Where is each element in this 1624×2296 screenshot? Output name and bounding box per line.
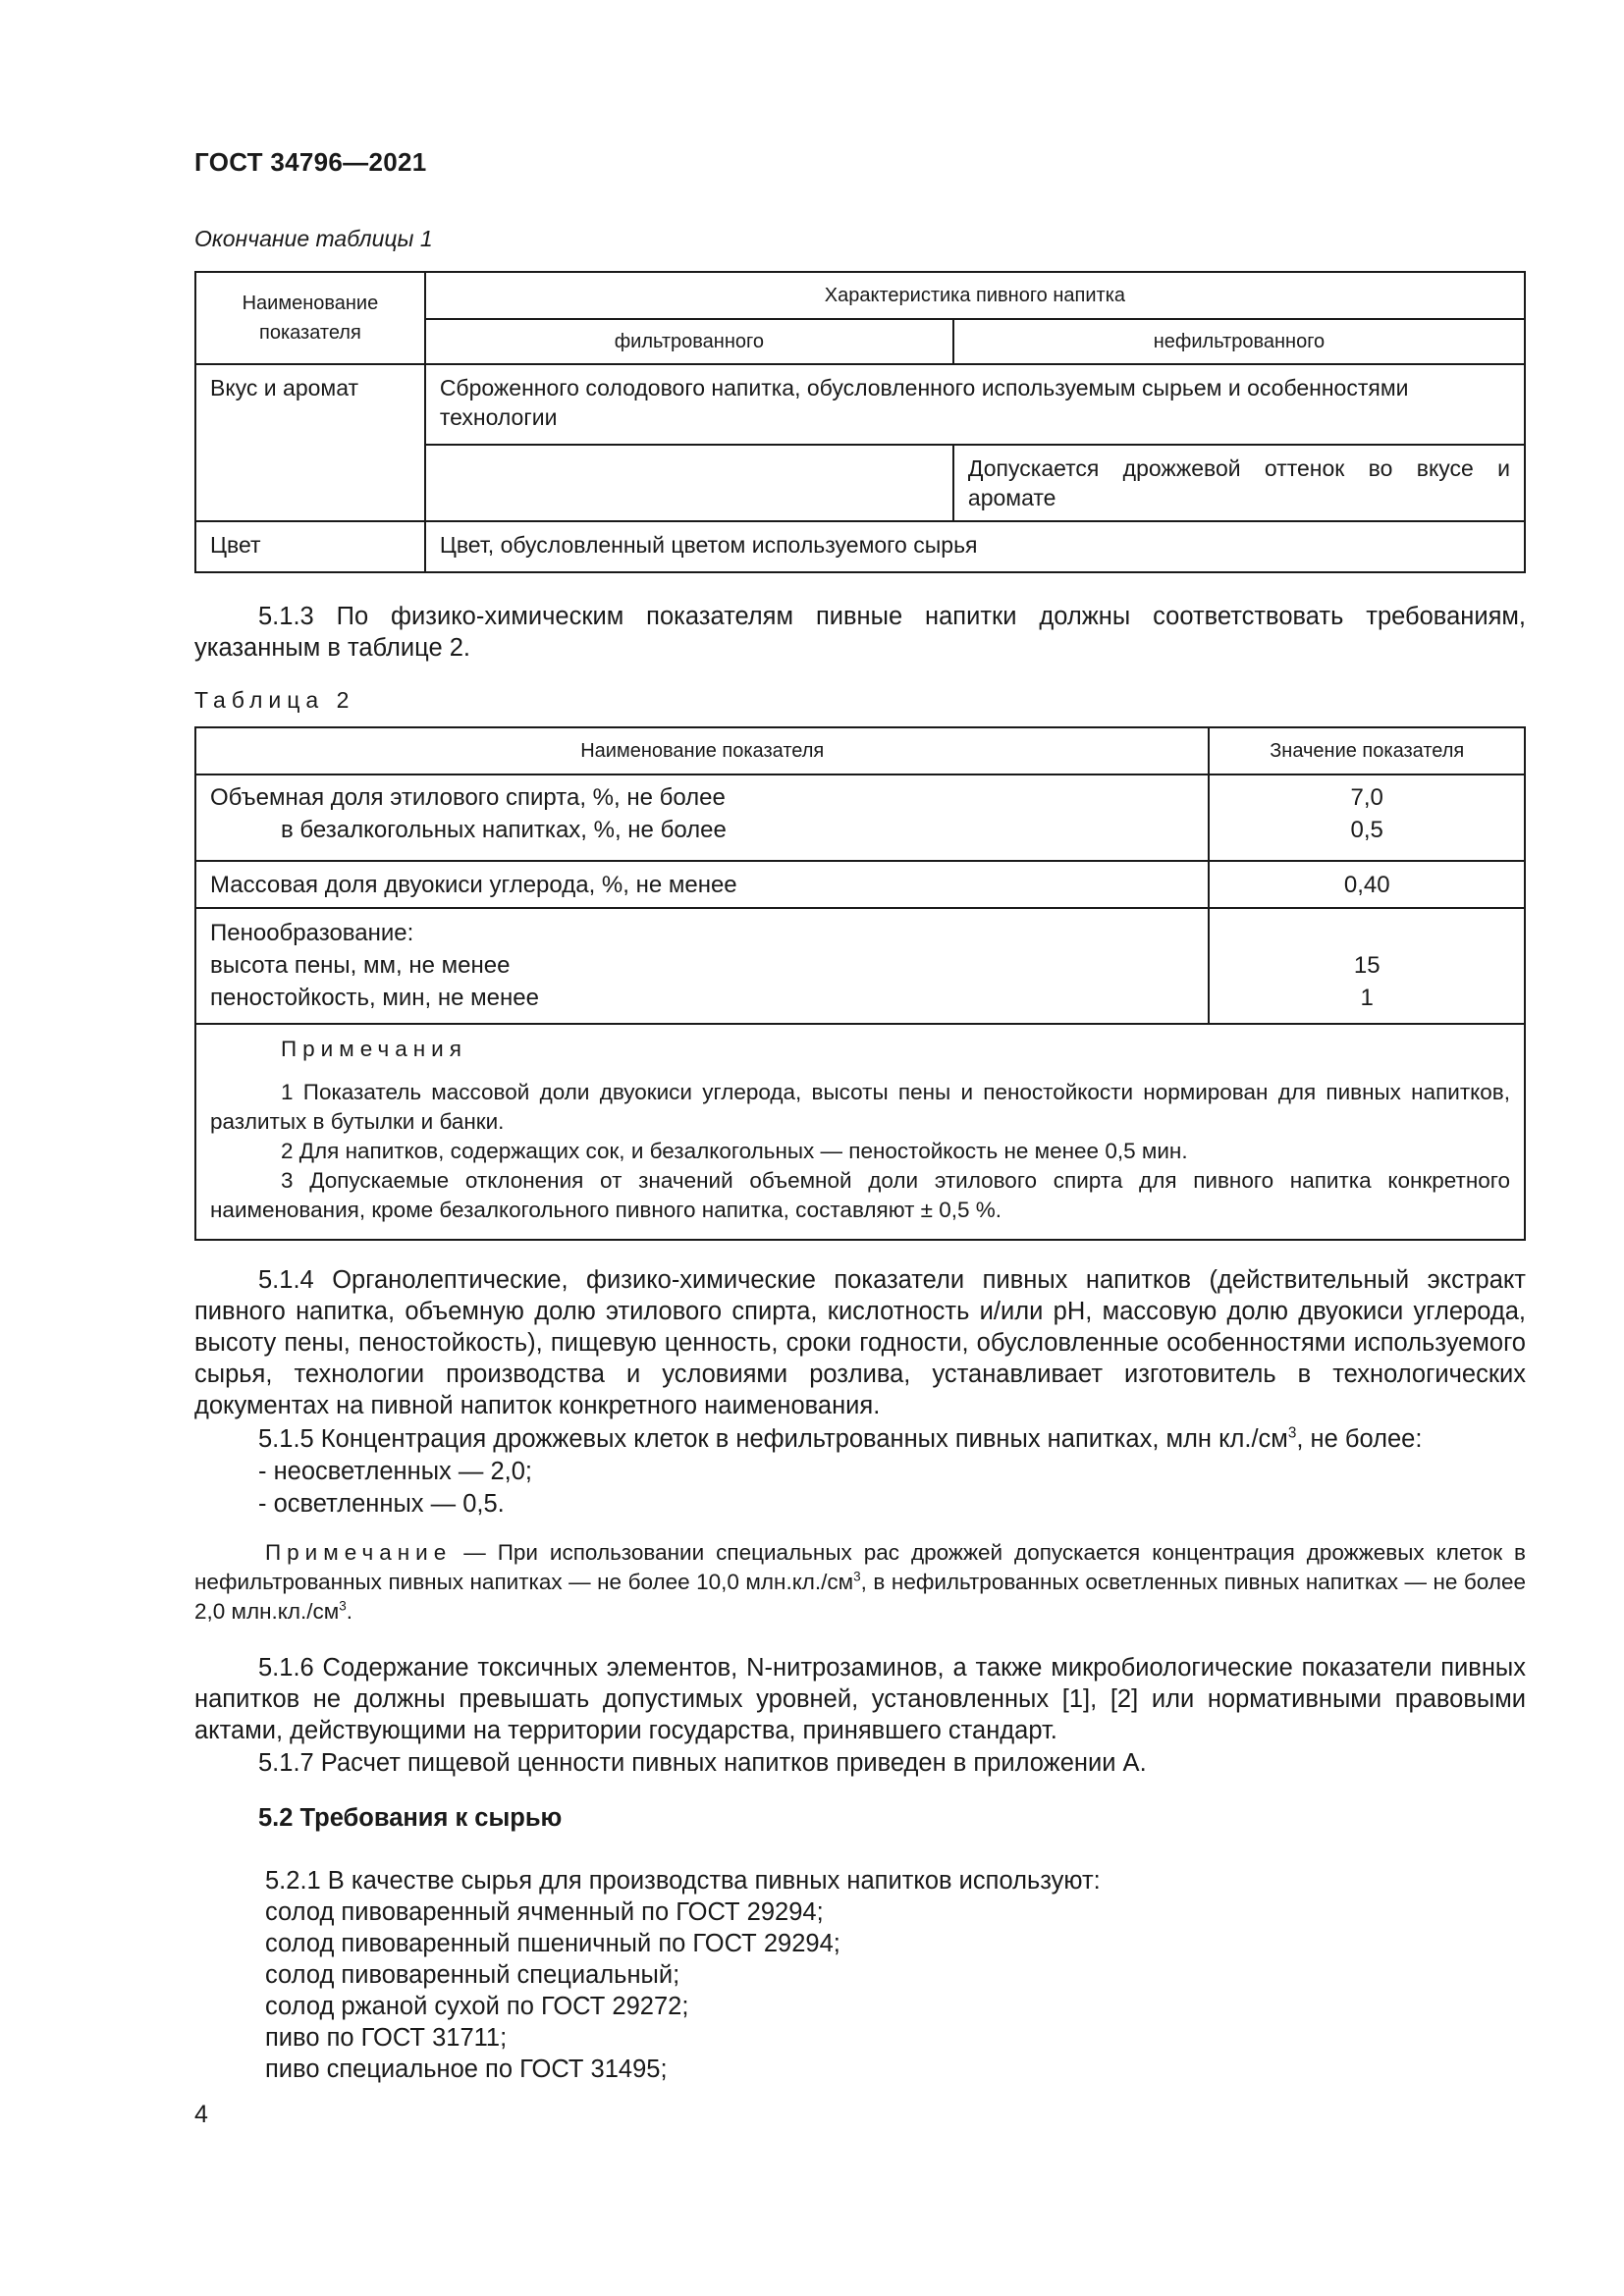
table1-row-taste-name: Вкус и аромат: [195, 364, 425, 521]
note-sup-2: 3: [339, 1598, 347, 1614]
note-label: Примечание: [265, 1540, 453, 1565]
paragraph-5-1-3: 5.1.3 По физико-химическим показателям пивные напитки должны соответствовать требованиям, указанным в таблице 2.: [194, 603, 1526, 662]
table1-row-color-name: Цвет: [195, 521, 425, 572]
note-5-1-5: [194, 1538, 1526, 1627]
ethanol-label: Объемная доля этилового спирта, %, не более: [210, 784, 726, 811]
list-item: пиво по ГОСТ 31711;: [265, 2024, 508, 2052]
p515-text: 5.1.5 Концентрация дрожжевых клеток в нефильтрованных пивных напитках, млн кл./см: [258, 1425, 1288, 1453]
list-item: солод пивоваренный специальный;: [265, 1961, 680, 1989]
table1-header-group: Характеристика пивного напитка: [425, 272, 1525, 319]
foam-height-label: высота пены, мм, не менее: [210, 952, 511, 979]
note-3: 3 Допускаемые отклонения от значений объемной доли этилового спирта для пивного напитка конкретного наименования, кроме безалкогольного пивного напитка, составляют ± 0,5 %.: [210, 1168, 1510, 1222]
ethanol-value: 7,0: [1350, 784, 1383, 811]
table2-caption: Таблица 2: [194, 687, 355, 713]
page-number: 4: [194, 2101, 208, 2128]
table2-row-foam-values: [1209, 908, 1525, 1024]
paragraph-5-1-5: [194, 1423, 1526, 1455]
foam-stability-label: пеностойкость, мин, не менее: [210, 985, 539, 1011]
section-5-2-heading: 5.2 Требования к сырью: [258, 1804, 563, 1832]
note-sup-1: 3: [853, 1569, 861, 1584]
notes-title: Примечания: [281, 1037, 467, 1061]
table1-row-taste-both: Сброженного солодового напитка, обусловленного используемым сырьем и особенностями технологии: [425, 364, 1525, 445]
paragraph-5-1-6: 5.1.6 Содержание токсичных элементов, N-нитрозаминов, а также микробиологические показатели пивных напитков не должны превышать допустимых уровней, установленных [1], [2] или нормативными правовыми актами, действующими на территории государства, принявшего стандарт.: [194, 1654, 1526, 1744]
table1-row-color-both: Цвет, обусловленный цветом используемого сырья: [425, 521, 1525, 572]
list-item: пиво специальное по ГОСТ 31495;: [265, 2056, 668, 2083]
list-item: солод ржаной сухой по ГОСТ 29272;: [265, 1993, 689, 2020]
table1-caption: Окончание таблицы 1: [194, 226, 433, 251]
table-1: [194, 271, 1526, 573]
p515-tail: , не более:: [1296, 1425, 1423, 1453]
document-header: ГОСТ 34796—2021: [194, 147, 427, 177]
p515-sup: 3: [1287, 1424, 1297, 1442]
paragraph-5-1-7: 5.1.7 Расчет пищевой ценности пивных напитков приведен в приложении А.: [258, 1749, 1147, 1777]
foam-stability-value: 1: [1360, 985, 1374, 1011]
table2-notes: [195, 1024, 1525, 1240]
paragraph-5-1-4: 5.1.4 Органолептические, физико-химические показатели пивных напитков (действительный экстракт пивного напитка, объемную долю этилового спирта, кислотность и/или pH, массовую долю двуокиси углерода, высоту пены, пеностойкость), пищевую ценность, сроки годности, обусловленные особенностями используемого сырья, технологии производства и условиями розлива, устанавливает изготовитель в технологических документах на пивной напиток конкретного наименования.: [194, 1266, 1526, 1419]
table2-row-ethanol: [195, 774, 1209, 861]
note-2: 2 Для напитков, содержащих сок, и безалкогольных — пеностойкость не менее 0,5 мин.: [281, 1139, 1188, 1163]
table1-row-taste-unfiltered: Допускается дрожжевой оттенок во вкусе и аромате: [953, 445, 1525, 521]
table2-header-value: Значение показателя: [1209, 727, 1525, 774]
list-item: - неосветленных — 2,0;: [258, 1458, 532, 1485]
table2-row-foam: [195, 908, 1209, 1024]
list-item: солод пивоваренный ячменный по ГОСТ 29294;: [265, 1898, 824, 1926]
note-text-1: — При использовании специальных рас дрожжей допускается концентрация дрожжевых клеток в нефильтрованных пивных напитках — не более 10,0 млн.кл./см: [194, 1540, 1526, 1594]
table2-header-name: Наименование показателя: [195, 727, 1209, 774]
note-text-2: , в нефильтрованных осветленных пивных напитках — не более 2,0 млн.кл./см: [194, 1570, 1526, 1624]
table-2: [194, 726, 1526, 1241]
paragraph-5-2-1: 5.2.1 В качестве сырья для производства пивных напитков используют:: [265, 1867, 1101, 1895]
foam-height-value: 15: [1353, 952, 1380, 979]
table2-row-ethanol-values: [1209, 774, 1525, 861]
note-1: 1 Показатель массовой доли двуокиси углерода, высоты пены и пеностойкости нормирован для пивных напитков, разлитых в бутылки и банки.: [210, 1080, 1510, 1134]
list-item: - осветленных — 0,5.: [258, 1490, 505, 1518]
list-item: солод пивоваренный пшеничный по ГОСТ 29294;: [265, 1930, 840, 1957]
ethanol-nonalcoholic-value: 0,5: [1350, 817, 1383, 843]
table1-header-name: Наименование показателя: [195, 272, 425, 364]
table1-row-taste-filtered-empty: [425, 445, 953, 521]
note-text-3: .: [346, 1599, 353, 1624]
ethanol-nonalcoholic-label: в безалкогольных напитках, %, не более: [281, 817, 727, 843]
table1-header-filtered: фильтрованного: [425, 319, 953, 364]
co2-label: Массовая доля двуокиси углерода, %, не менее: [195, 861, 1209, 908]
foam-label: Пенообразование:: [210, 920, 414, 946]
co2-value: 0,40: [1209, 861, 1525, 908]
table1-header-unfiltered: нефильтрованного: [953, 319, 1525, 364]
